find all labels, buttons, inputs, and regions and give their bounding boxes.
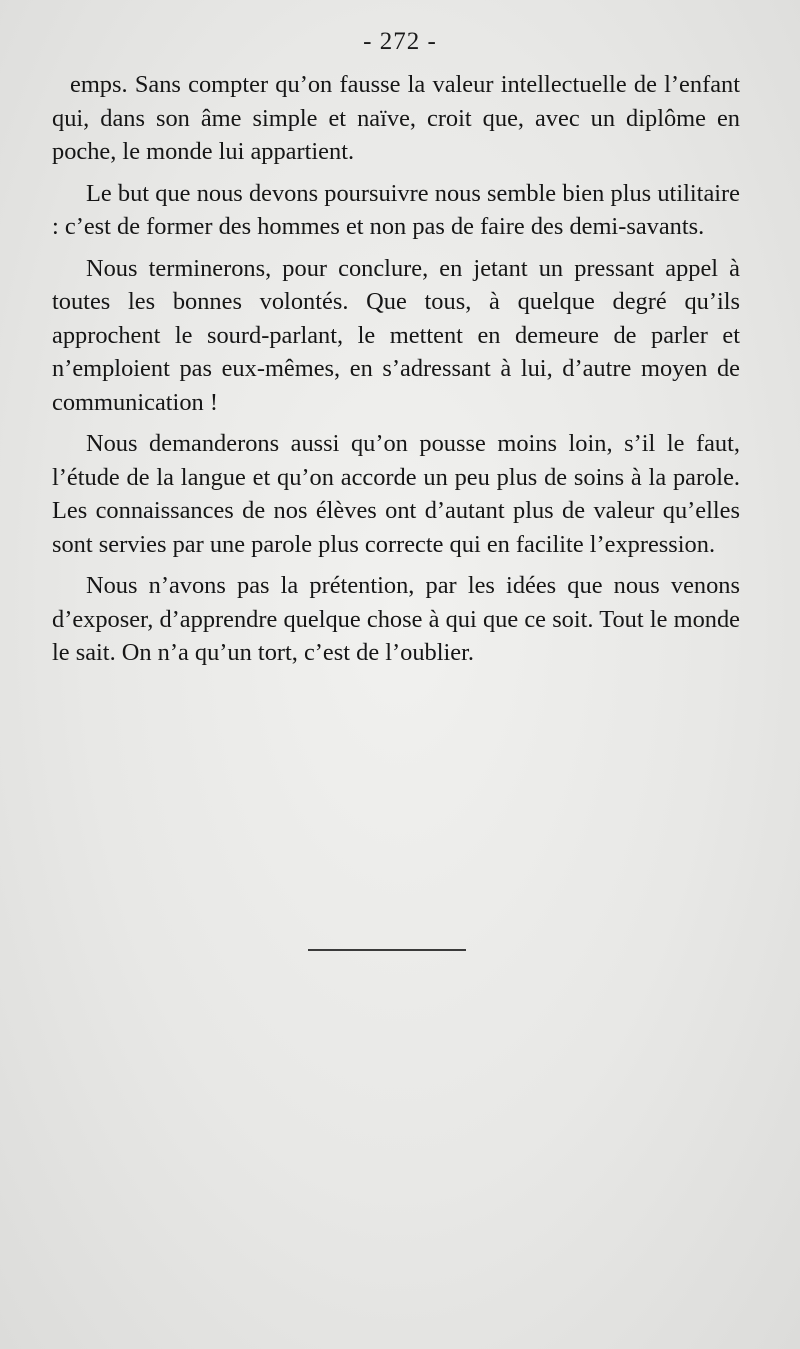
paragraph: emps. Sans compter qu’on fausse la valeur intellectuelle de l’enfant qui, dans son âme simple et naïve, croit que, avec un diplôme en poche, le monde lui appartient. bbox=[52, 71, 740, 165]
show-through-texture bbox=[40, 760, 760, 1260]
paragraph: Nous terminerons, pour conclure, en jetant un pressant appel à toutes les bonnes volontés. Que tous, à quelque degré qu’ils approchent le sourd-parlant, le mettent en demeure de parler et n’emploient pas eux-mêmes, en s’adressant à lui, d’autre moyen de communication ! bbox=[52, 254, 740, 416]
paragraph: Le but que nous devons poursuivre nous semble bien plus utilitaire : c’est de former des hommes et non pas de faire des demi-savants. bbox=[52, 179, 740, 240]
paragraph: Nous n’avons pas la prétention, par les idées que nous venons d’exposer, d’apprendre quelque chose à qui que ce soit. Tout le monde le sait. On n’a qu’un tort, c’est de l’oublier. bbox=[52, 572, 740, 666]
body-text bbox=[52, 68, 740, 678]
paragraph: Nous demanderons aussi qu’on pousse moins loin, s’il le faut, l’étude de la langue et qu’on accorde un peu plus de soins à la parole. Les connaissances de nos élèves ont d’autant plus de valeur qu’elles sont servies par une parole plus correcte qui en facilite l’expression. bbox=[52, 430, 740, 558]
closing-rule bbox=[308, 949, 466, 951]
page-number: - 272 - bbox=[363, 28, 437, 55]
